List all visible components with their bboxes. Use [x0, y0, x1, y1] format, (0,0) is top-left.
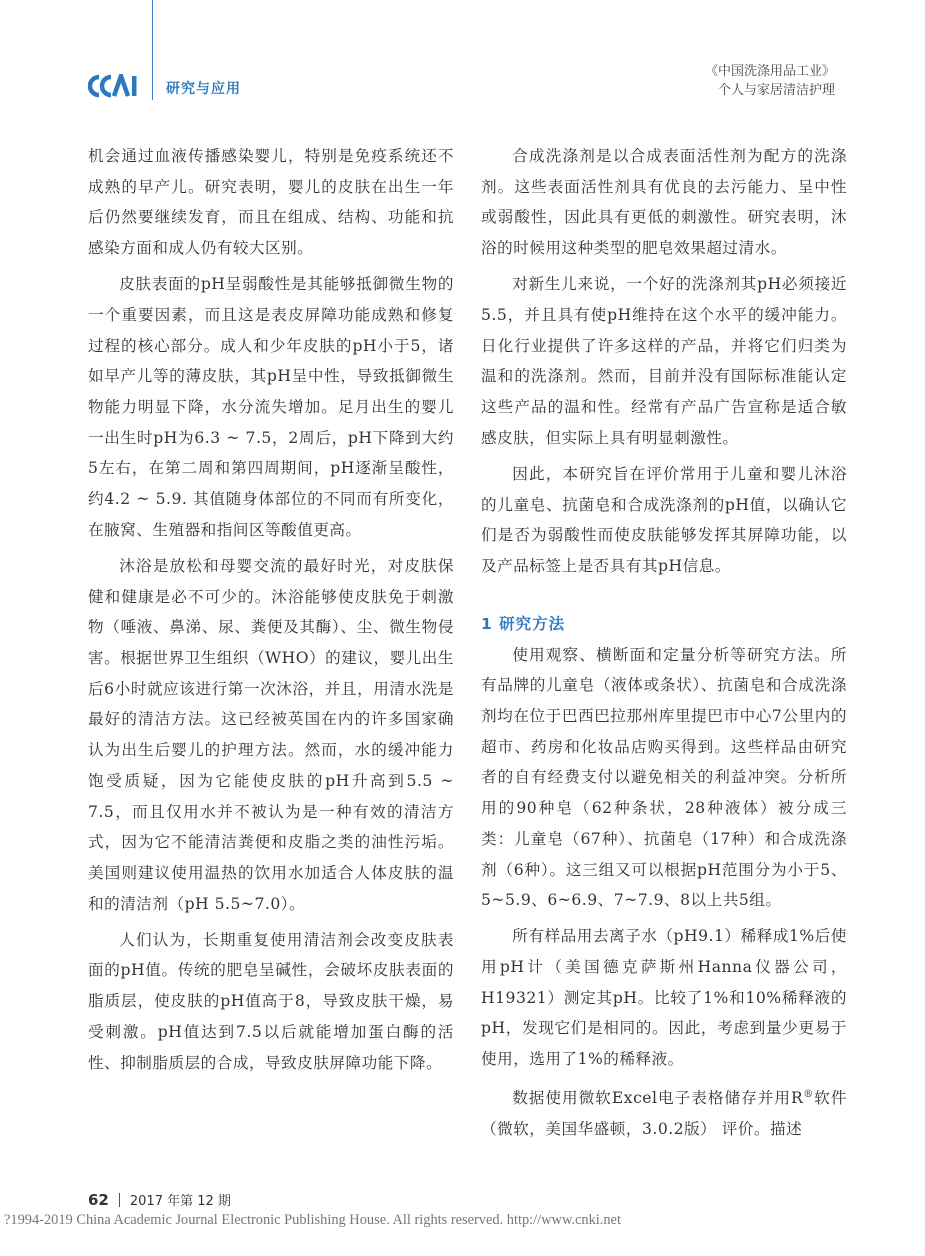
paragraph: 所有样品用去离子水（pH9.1）稀释成1%后使用pH计（美国德克萨斯州Hanna仪器公司，H19321）测定其pH。比较了1%和10%稀释液的pH，发现它们是相同的。因此，考虑到量少更易于使用，选用了1%的稀释液。 [481, 927, 847, 1069]
journal-header [705, 62, 835, 100]
copyright-notice: ?1994-2019 China Academic Journal Electronic Publishing House. All rights reserved. http://www.cnki.net [4, 1212, 621, 1228]
page-footer [88, 1190, 231, 1209]
header-divider-line [152, 0, 153, 100]
paragraph-last [481, 1080, 847, 1145]
paragraph: 合成洗涤剂是以合成表面活性剂为配方的洗涤剂。这些表面活性剂具有优良的去污能力、呈中性或弱酸性，因此具有更低的刺激性。研究表明，沐浴的时候用这种类型的肥皂效果超过清水。 [481, 147, 847, 258]
ccai-logo-icon [88, 74, 140, 98]
paragraph: 对新生儿来说，一个好的洗涤剂其pH必须接近5.5，并且具有使pH维持在这个水平的缓冲能力。日化行业提供了许多这样的产品，并将它们归类为温和的洗涤剂。然而，目前并没有国际标准能认定这些产品的温和性。经常有产品广告宣称是适合敏感皮肤，但实际上具有明显刺激性。 [481, 275, 847, 447]
paragraph: 皮肤表面的pH呈弱酸性是其能够抵御微生物的一个重要因素，而且这是表皮屏障功能成熟和修复过程的核心部分。成人和少年皮肤的pH小于5，诸如早产儿等的薄皮肤，其pH呈中性，导致抵御微生物能力明显下降，水分流失增加。足月出生的婴儿一出生时pH为6.3 ~ 7.5，2周后，pH下降到大约5左右，在第二周和第四周期间，pH逐渐呈酸性，约4.2 ~ 5.9. 其值随身体部位的不同而有所变化，在腋窝、生殖器和指间区等酸值更高。 [88, 275, 454, 539]
paragraph-text: 软件（微软，美国华盛顿，3.0.2版） 评价。描述 [481, 1089, 847, 1139]
paragraph: 因此，本研究旨在评价常用于儿童和婴儿沐浴的儿童皂、抗菌皂和合成洗涤剂的pH值，以确认它们是否为弱酸性而使皮肤能够发挥其屏障功能，以及产品标签上是否具有其pH信息。 [481, 464, 847, 575]
section-title: 研究与应用 [166, 81, 241, 97]
section-heading-methods: 1 研究方法 [481, 614, 566, 633]
journal-name: 《中国洗涤用品工业》 [704, 64, 835, 79]
paragraph-text: 数据使用微软Excel电子表格储存并用R [512, 1089, 804, 1108]
right-column [481, 141, 847, 1145]
footer-divider [119, 1193, 120, 1207]
paragraph: 使用观察、横断面和定量分析等研究方法。所有品牌的儿童皂（液体或条状）、抗菌皂和合成洗涤剂均在位于巴西巴拉那州库里提巴市中心7公里内的超市、药房和化妆品店购买得到。这些样品由研究者的自有经费支付以避免相关的利益冲突。分析所用的90种皂（62种条状，28种液体）被分成三类：儿童皂（67种）、抗菌皂（17种）和合成洗涤剂（6种）。这三组又可以根据pH范围分为小于5、5~5.9、6~6.9、7~7.9、8以上共5组。 [481, 645, 847, 910]
left-column [88, 141, 454, 1078]
paragraph: 机会通过血液传播感染婴儿，特别是免疫系统还不成熟的早产儿。研究表明，婴儿的皮肤在出生一年后仍然要继续发育，而且在组成、结构、功能和抗感染方面和成人仍有较大区别。 [88, 147, 454, 258]
paragraph: 人们认为，长期重复使用清洁剂会改变皮肤表面的pH值。传统的肥皂呈碱性，会破坏皮肤表面的脂质层，使皮肤的pH值高于8，导致皮肤干燥，易受刺激。pH值达到7.5以后就能增加蛋白酶的活性、抑制脂质层的合成，导致皮肤屏障功能下降。 [88, 930, 454, 1072]
journal-subtitle: 个人与家居清洁护理 [717, 83, 835, 98]
registered-mark: ® [803, 1089, 814, 1101]
page-number: 62 [88, 1191, 109, 1209]
ccai-logo [88, 74, 140, 98]
paragraph: 沐浴是放松和母婴交流的最好时光，对皮肤保健和健康是必不可少的。沐浴能够使皮肤免于刺激物（唾液、鼻涕、尿、粪便及其酶）、尘、微生物侵害。根据世界卫生组织（WHO）的建议，婴儿出生后6小时就应该进行第一次沐浴，并且，用清水洗是最好的清洁方法。这已经被英国在内的许多国家确认为出生后婴儿的护理方法。然而，水的缓冲能力饱受质疑，因为它能使皮肤的pH升高到5.5 ~ 7.5，而且仅用水并不被认为是一种有效的清洁方式，因为它不能清洁粪便和皮脂之类的油性污垢。美国则建议使用温热的饮用水加适合人体皮肤的温和的清洁剂（pH 5.5~7.0）。 [88, 556, 454, 913]
issue-label: 2017 年第 12 期 [129, 1194, 231, 1209]
